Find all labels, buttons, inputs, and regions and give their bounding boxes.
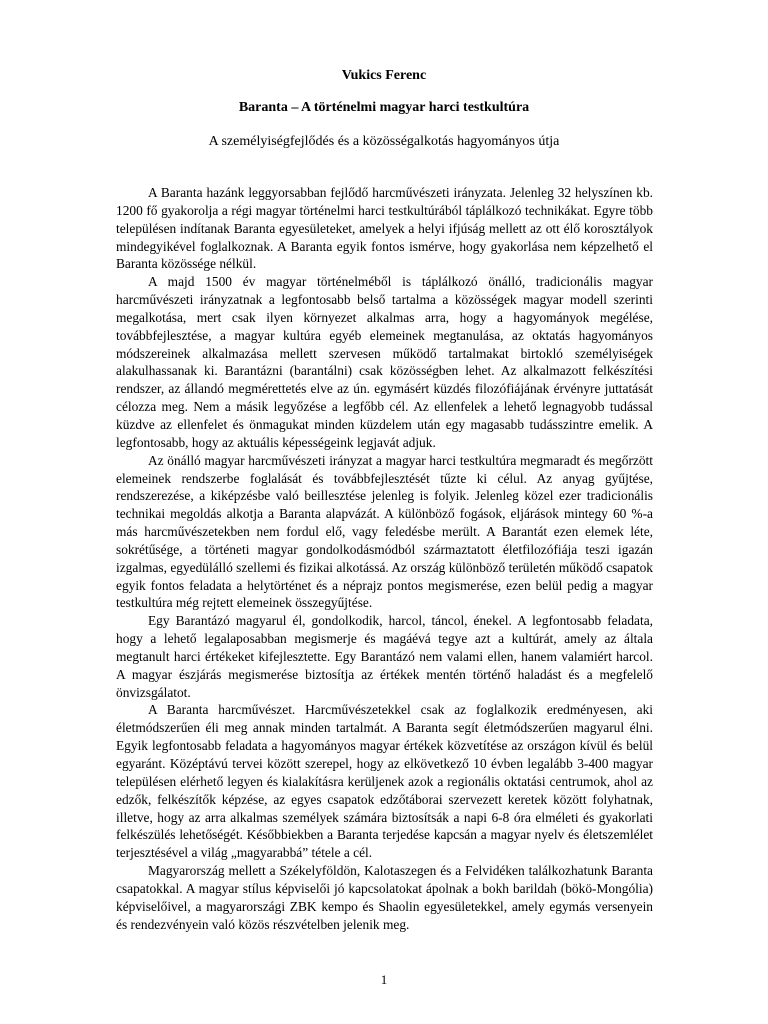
paragraph: A majd 1500 év magyar történelméből is táplálkozó önálló, tradicionális magyar harcművészeti irányzatnak a legfontosabb belső tartalma a közösségek magyar modell szerinti megalkotása, mert csak ilyen környezet alkalmas arra, hogy a hagyományok megélése, továbbfejlesztése, a magyar kultúra egyéb elemeinek megtanulása, az oktatás hagyományos módszereinek alkalmazása mellett szervesen működő tartalmakat birtokló személyiségek alakulhassanak ki. Barantázni (barantálni) csak közösségben lehet. Az alkalmazott felkészítési rendszer, az állandó megmérettetés elve az ún. egymásért küzdés filozófiájának érvényre juttatását célozza meg. Nem a másik legyőzése a legfőbb cél. Az ellenfelek a lehető legnagyobb tudással küzdve az ellenfelet és önmagukat minden küzdelem után egy magasabb tudásszintre emelik. A legfontosabb, hogy az aktuális képességeink legjavát adjuk. [116, 274, 653, 450]
paragraph: A Baranta harcművészet. Harcművészetekkel csak az foglalkozik eredményesen, aki életmódszerűen éli meg annak minden tartalmát. A Baranta segít életmódszerűen magyarul élni. Egyik legfontosabb feladata a hagyományos magyar értékek közvetítése az országon kívül és belül egyaránt. Középtávú tervei között szerepel, hogy az elkövetkező 10 évben legalább 3-400 magyar településen elérhető legyen és kialakításra kerüljenek azok a regionális oktatási centrumok, ahol az edzők, felkészítők képzése, az egyes csapatok edzőtáborai szervezett keretek között folyhatnak, illetve, hogy az arra alkalmas személyek számára biztosítsák a napi 6-8 óra elméleti és gyakorlati felkészülés lehetőségét. Későbbiekben a Baranta terjedése kapcsán a magyar nyelv és életszemlélet terjesztésével a világ „magyarabbá” tétele a cél. [116, 702, 653, 861]
paragraph: Egy Barantázó magyarul él, gondolkodik, harcol, táncol, énekel. A legfontosabb feladata, hogy a lehető legalaposabban megismerje és magáévá tegye azt a kultúrát, amely az általa megtanult harci értékeket kifejlesztette. Egy Barantázó nem valami ellen, hanem valamiért harcol. A magyar észjárás megismerése biztosítja az értékek mentén történő haladást és a megfelelő önvizsgálatot. [116, 613, 653, 700]
body-text [116, 184, 653, 933]
document-title: Baranta – A történelmi magyar harci testkultúra [238, 100, 530, 115]
paragraph: Az önálló magyar harcművészeti irányzat a magyar harci testkultúra megmaradt és megőrzött elemeinek rendszerbe foglalását és továbbfejlesztését tűzte ki célul. Az anyag gyűjtése, rendszerezése, a kiképzésbe való beillesztése jelenleg is folyik. Jelenleg közel ezer tradicionális technikai megoldás alkotja a Baranta alapvázát. A különböző fogások, eljárások mintegy 60 %-a más harcművészetekben nem fordul elő, vagy feledésbe merült. A Barantát ezen elemek léte, sokrétűsége, a történeti magyar gondolkodásmódból származtatott életfilozófiája teszi igazán izgalmas, egyedülálló szellemi és fizikai alkotássá. Az ország különböző területén működő csapatok egyik fontos feladata a helytörténet és a néprajz pontos megismerése, ezen belül pedig a magyar testkultúra még rejtett elemeinek összegyűjtése. [116, 452, 653, 611]
document-subtitle: A személyiségfejlődés és a közösségalkotás hagyományos útja [208, 134, 560, 149]
page-number: 1 [380, 972, 388, 987]
author-name: Vukics Ferenc [341, 68, 427, 83]
paragraph: A Baranta hazánk leggyorsabban fejlődő harcművészeti irányzata. Jelenleg 32 helyszínen kb. 1200 fő gyakorolja a régi magyar történelmi harci testkultúrából táplálkozó technikákat. Egyre több településen indítanak Baranta egyesületeket, amelyek a helyi ifjúság mellett az ott élő korosztályok mindegyikével foglalkoznak. A Baranta egyik fontos ismérve, hogy gyakorlása nem képzelhető el Baranta közössége nélkül. [116, 185, 653, 272]
paragraph: Magyarország mellett a Székelyföldön, Kalotaszegen és a Felvidéken találkozhatunk Baranta csapatokkal. A magyar stílus képviselői jó kapcsolatokat ápolnak a bokh barildah (bökö-Mongólia) képviselőivel, a magyarországi ZBK kempo és Shaolin egyesületekkel, amely egymás versenyein és rendezvényein való közös részvételben jelenik meg. [116, 863, 653, 932]
